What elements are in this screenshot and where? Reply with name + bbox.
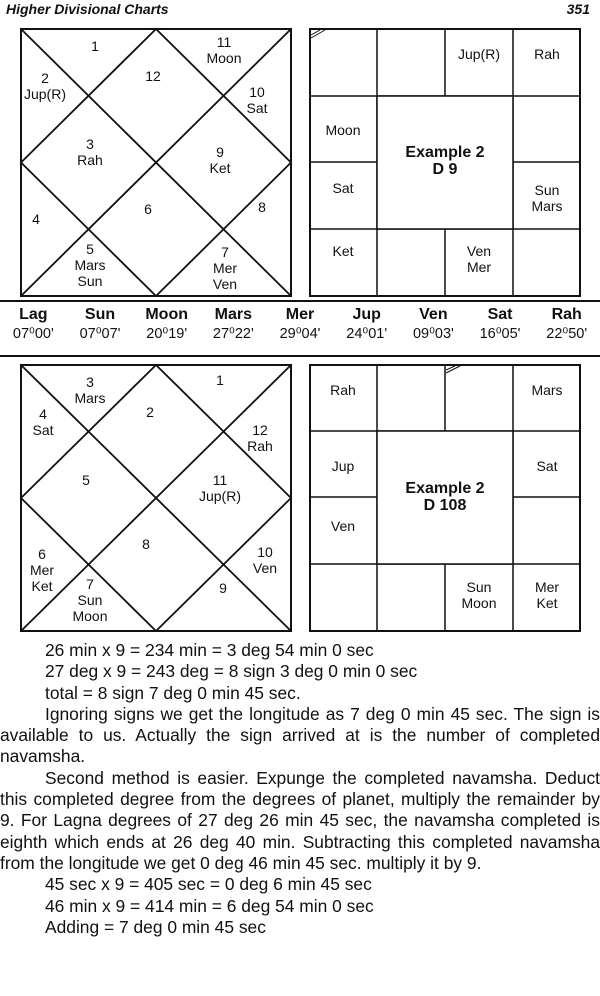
planet-longitude: 24⁰01' (346, 326, 388, 342)
cell-venus: Ven (330, 518, 356, 534)
cell-jupiter: Jup (331, 458, 355, 474)
planet-longitude: 09⁰03' (412, 326, 454, 342)
cell-mercury-ketu: Mer Ket (534, 579, 560, 611)
house-3: 3 Rah (77, 136, 103, 168)
house-9: 9 (219, 580, 227, 596)
planet-names-row (0, 306, 600, 324)
planet-longitude: 20⁰19' (146, 326, 188, 342)
house-10: 10 Ven (252, 544, 278, 576)
planet-name: Mer (285, 306, 315, 323)
square-chart-d9 (309, 28, 581, 297)
planet-name: Ven (419, 306, 448, 323)
house-12: 12 (145, 68, 161, 84)
calc-line: 46 min x 9 = 414 min = 6 deg 54 min 0 sec (45, 895, 374, 916)
planet-name: Rah (551, 306, 582, 323)
house-8: 8 (258, 199, 266, 215)
north-indian-chart-d9 (20, 28, 292, 297)
house-9: 9 Ket (209, 144, 231, 176)
planet-name: Sun (84, 306, 116, 323)
paragraph: Second method is easier. Expunge the completed navamsha. Deduct this completed degree from the degrees of planet, multiply the remainder by 9. For Lagna degrees of 27 deg 26 min 45 sec, the navamsha completed is eighth which ends at 26 deg 40 min. Subtracting this completed navamsha from the longitude we get 0 deg 46 min 45 sec. multiply it by 9. (0, 767, 600, 873)
planet-longitude: 07⁰07' (79, 326, 121, 342)
house-1: 1 (91, 38, 99, 54)
house-10: 10 Sat (246, 84, 268, 116)
square-chart-d108 (309, 364, 581, 632)
body-text (0, 640, 600, 938)
house-6: 6 (144, 201, 152, 217)
running-header-title: Higher Divisional Charts (6, 1, 169, 17)
planet-name: Sat (487, 306, 513, 323)
planet-longitudes-row (0, 324, 600, 342)
house-8: 8 (142, 536, 150, 552)
cell-sun-moon: Sun Moon (461, 579, 497, 611)
cell-saturn: Sat (332, 180, 354, 196)
table-top-rule (0, 300, 600, 302)
north-indian-chart-d108 (20, 364, 292, 632)
planet-longitude: 29⁰04' (279, 326, 321, 342)
cell-ketu: Ket (332, 243, 354, 259)
page-number: 351 (566, 1, 590, 17)
calc-line: 26 min x 9 = 234 min = 3 deg 54 min 0 sec (45, 640, 374, 660)
planet-longitude: 22⁰50' (546, 326, 588, 342)
house-3: 3 Mars (74, 374, 106, 406)
cell-rahu: Rah (330, 382, 356, 398)
planet-longitude: 16⁰05' (479, 326, 521, 342)
planet-longitude: 27⁰22' (212, 326, 254, 342)
calc-line: Adding = 7 deg 0 min 45 sec (45, 916, 266, 937)
house-5: 5 Mars Sun (74, 241, 106, 289)
table-bottom-rule (0, 355, 600, 357)
chart-caption: Example 2 D 108 (405, 480, 485, 514)
cell-mars: Mars (531, 382, 563, 398)
planet-name: Mars (214, 306, 253, 323)
calc-line: 45 sec x 9 = 405 sec = 0 deg 6 min 45 sec (45, 874, 372, 895)
cell-rahu: Rah (534, 46, 560, 62)
house-6: 6 Mer Ket (29, 546, 55, 594)
house-2: 2 Jup(R) (23, 70, 66, 102)
cell-sun-mars: Sun Mars (531, 182, 563, 214)
planet-name: Jup (352, 306, 381, 323)
calc-line: 27 deg x 9 = 243 deg = 8 sign 3 deg 0 min 0 sec (45, 661, 418, 682)
cell-saturn: Sat (536, 458, 558, 474)
cell-jupiter: Jup(R) (457, 46, 500, 62)
house-11: 11 Jup(R) (198, 472, 241, 504)
house-7: 7 Sun Moon (72, 576, 108, 624)
house-7: 7 Mer Ven (212, 244, 238, 292)
house-2: 2 (146, 404, 154, 420)
longitude-table (0, 306, 600, 342)
house-11: 11 Moon (206, 34, 242, 66)
planet-name: Lag (19, 306, 48, 323)
house-1: 1 (216, 372, 224, 388)
cell-venus-mercury: Ven Mer (466, 243, 492, 275)
planet-longitude: 07⁰00' (12, 326, 54, 342)
chart-caption: Example 2 D 9 (405, 144, 485, 178)
planet-name: Moon (145, 306, 188, 323)
paragraph: Ignoring signs we get the longitude as 7 deg 0 min 45 sec. The sign is available to us. Actually the sign arrived at is the number of completed navamsha. (0, 703, 600, 767)
cell-moon: Moon (325, 122, 361, 138)
house-4: 4 (32, 211, 40, 227)
house-4: 4 Sat (32, 406, 54, 438)
calc-line: total = 8 sign 7 deg 0 min 45 sec. (45, 682, 301, 703)
house-12: 12 Rah (247, 422, 273, 454)
house-5: 5 (82, 472, 90, 488)
